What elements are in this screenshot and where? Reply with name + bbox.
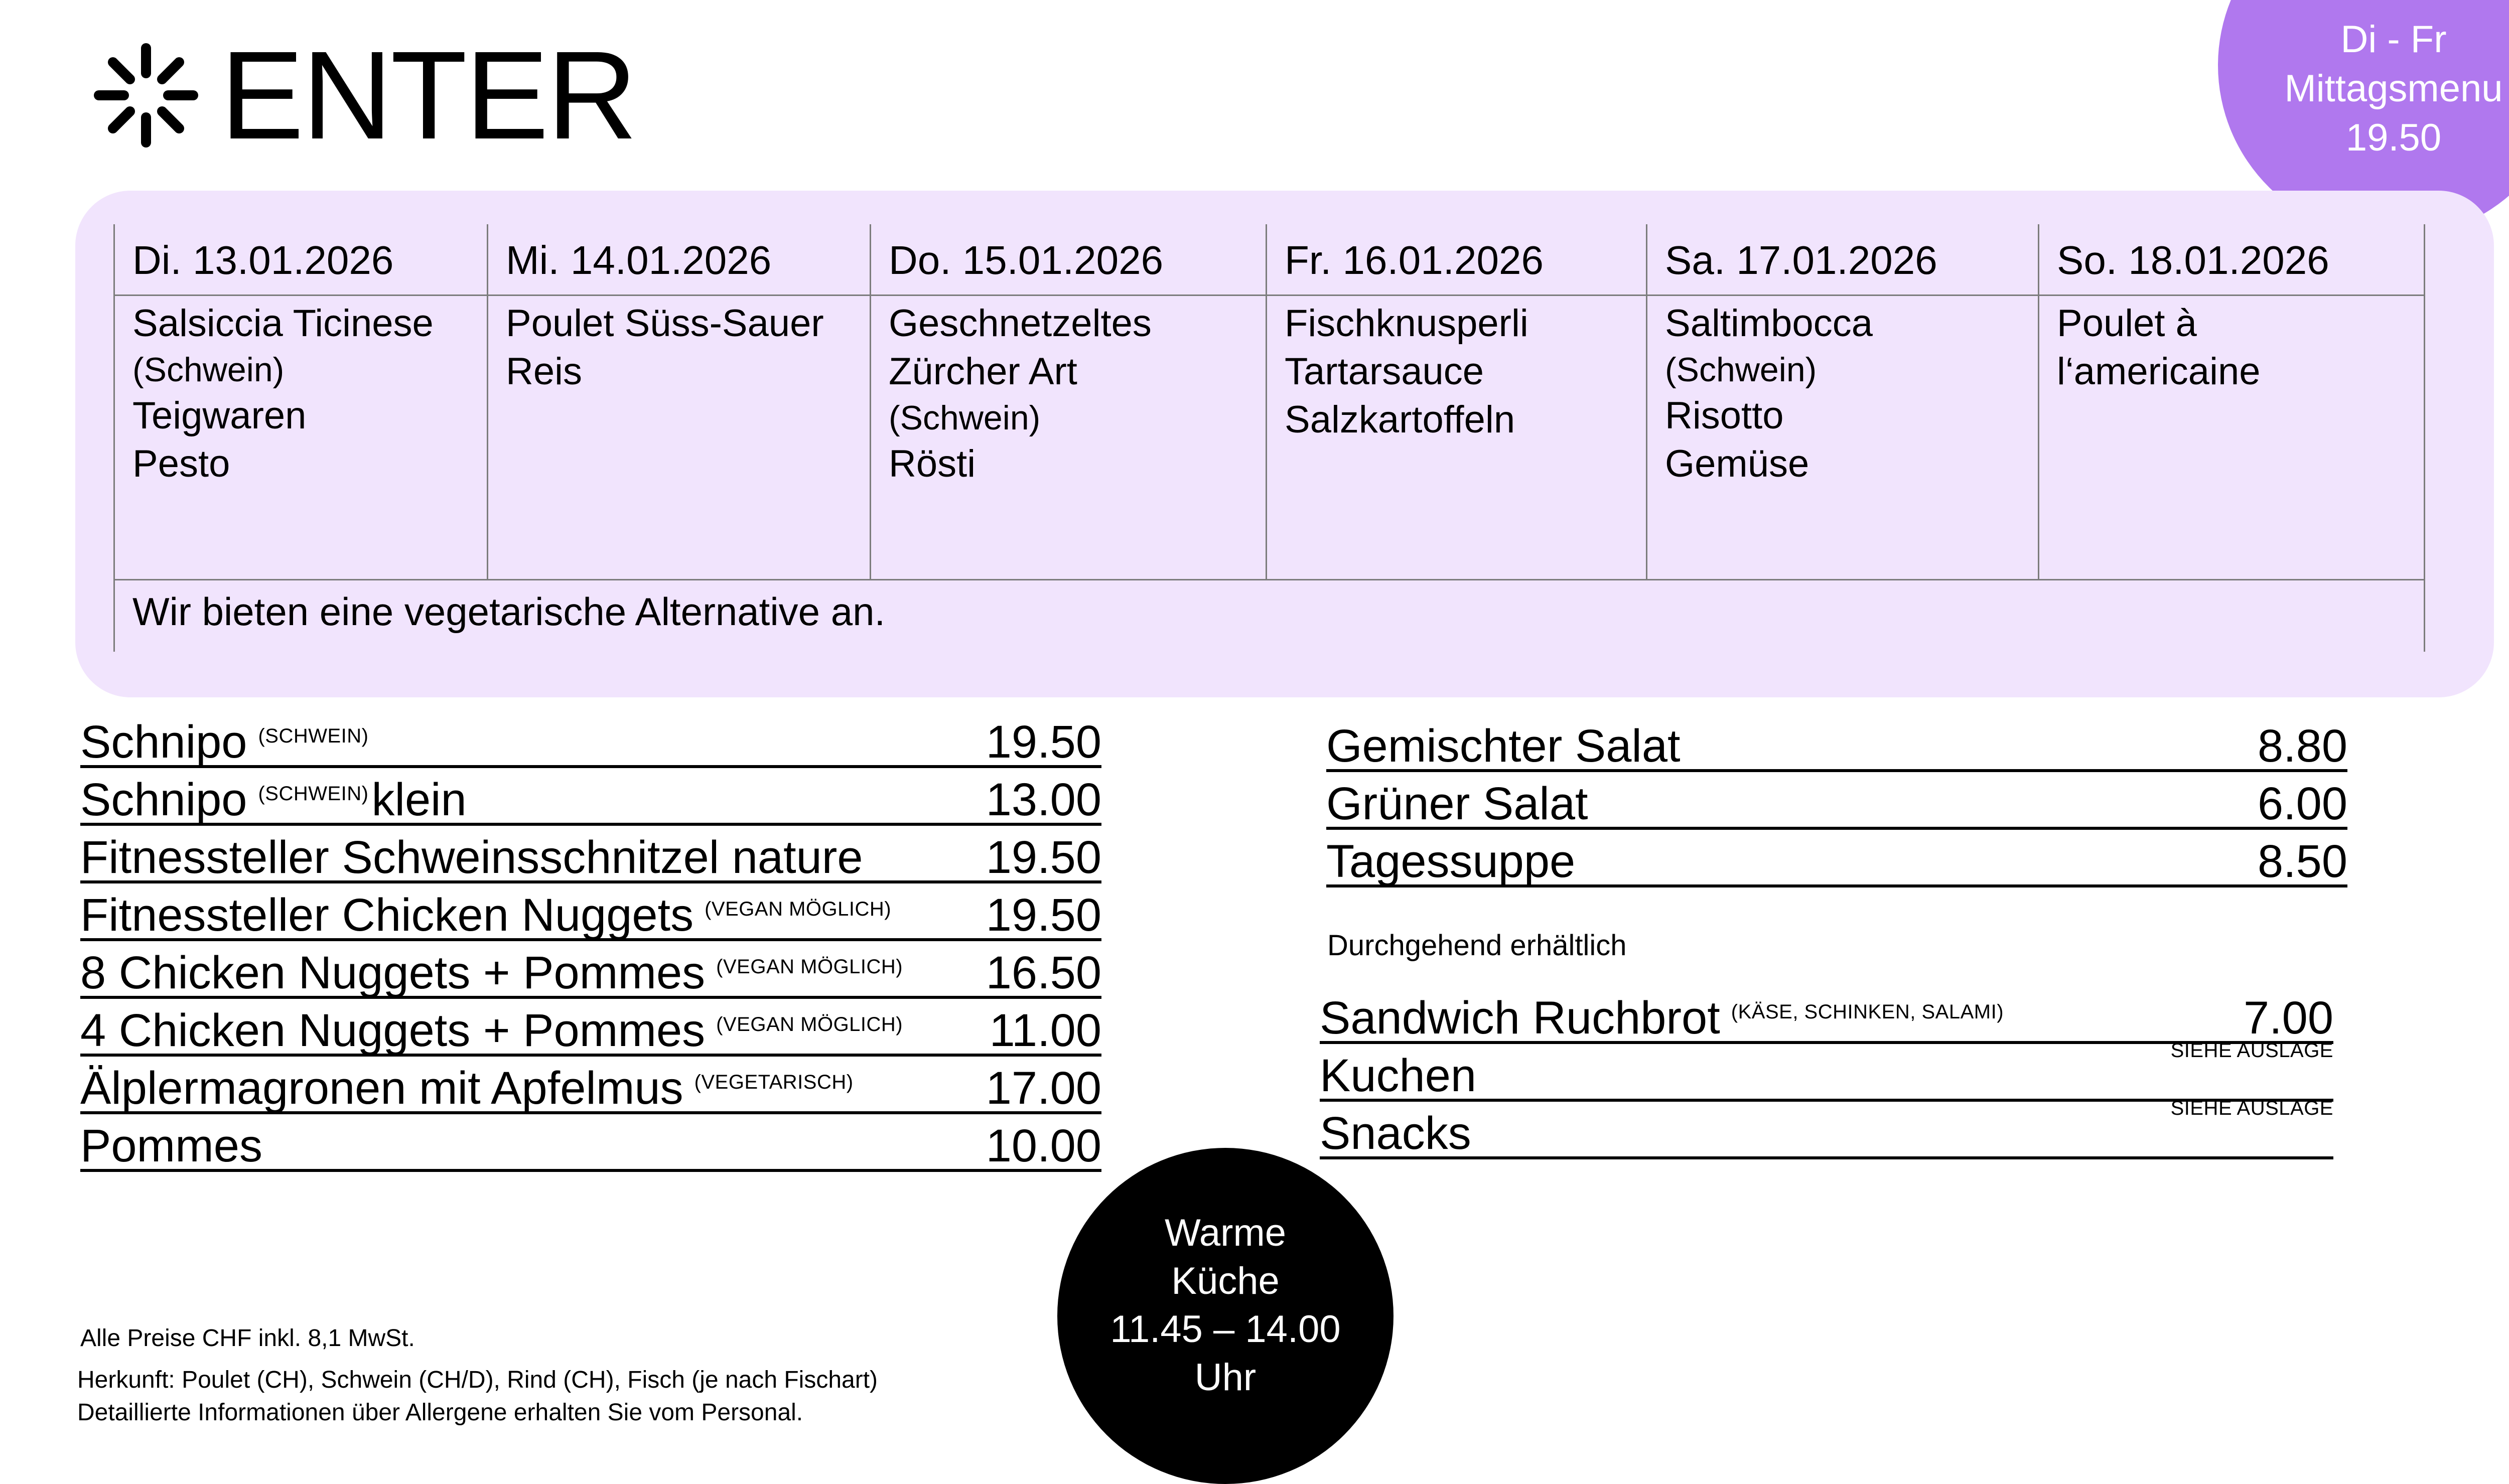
menu-item-title: Gemischter Salat xyxy=(1326,720,1681,772)
menu-item xyxy=(80,880,1101,941)
menu-item-title: 4 Chicken Nuggets + Pommes xyxy=(80,1005,706,1056)
menu-item-name xyxy=(80,1121,262,1171)
menu-item-title: Älplermagronen mit Apfelmus xyxy=(80,1063,683,1114)
day-dish xyxy=(1665,300,1873,488)
menu-item-name xyxy=(1320,993,2007,1043)
menu-item-name xyxy=(1326,836,1575,886)
salads-list xyxy=(1326,711,2347,892)
dish-line: Poulet à xyxy=(2057,302,2197,345)
menu-item-name xyxy=(1326,721,1681,771)
menu-item xyxy=(80,823,1101,883)
menu-item-title: Pommes xyxy=(80,1120,262,1171)
dish-line: Tartarsauce xyxy=(1285,350,1484,393)
prices-note: Alle Preise CHF inkl. 8,1 MwSt. xyxy=(80,1325,415,1352)
grid-header-divider xyxy=(113,294,2425,296)
dish-line: (Schwein) xyxy=(889,399,1041,437)
dish-line: Poulet Süss-Sauer xyxy=(506,302,824,345)
menu-item-name xyxy=(80,1005,906,1056)
dish-line: Salsiccia Ticinese xyxy=(132,302,434,345)
menu-item xyxy=(1320,983,2333,1044)
allergen-note: Detaillierte Informationen über Allergene erhalten Sie vom Personal. xyxy=(77,1399,803,1426)
dish-line: Reis xyxy=(506,350,583,393)
day-date: So. 18.01.2026 xyxy=(2057,238,2329,282)
menu-item-tag: (VEGAN MÖGLICH) xyxy=(716,956,903,978)
menu-item-price: 19.50 xyxy=(986,832,1101,883)
day-date: Sa. 17.01.2026 xyxy=(1665,238,1937,282)
menu-item-title: Fitnessteller Chicken Nuggets xyxy=(80,889,694,941)
grid-right-border xyxy=(2424,224,2425,652)
dish-line: Geschnetzeltes xyxy=(889,302,1152,345)
warm-kitchen-line: Küche xyxy=(1171,1260,1280,1302)
menu-item-title: Schnipo xyxy=(80,774,247,825)
menu-item-name xyxy=(80,775,467,825)
menu-item xyxy=(1320,1099,2333,1159)
vegetarian-note: Wir bieten eine vegetarische Alternative an. xyxy=(132,589,886,634)
menu-item xyxy=(80,1054,1101,1114)
available-all-day-label: Durchgehend erhältlich xyxy=(1327,929,1627,962)
dish-line: l‘americaine xyxy=(2057,350,2261,393)
menu-item-name xyxy=(1326,779,1588,829)
badge-days: Di - Fr xyxy=(2340,18,2447,61)
warm-kitchen-badge xyxy=(1057,1148,1393,1484)
menu-item-name xyxy=(80,717,372,767)
grid-col-divider xyxy=(870,224,871,579)
menu-item-tag: (VEGAN MÖGLICH) xyxy=(716,1013,903,1035)
menu-item xyxy=(80,765,1101,826)
menu-item-tag: (SCHWEIN) xyxy=(258,783,369,805)
menu-item-title: Tagessuppe xyxy=(1326,836,1576,887)
menu-item-title: Schnipo xyxy=(80,716,247,768)
menu-item xyxy=(80,707,1101,768)
menu-item-name xyxy=(1320,1108,1471,1158)
day-dish xyxy=(132,300,434,488)
badge-price: 19.50 xyxy=(2345,116,2442,159)
day-dish xyxy=(506,300,824,396)
menu-item-tag: (VEGETARISCH) xyxy=(694,1071,854,1093)
warm-kitchen-line: Warme xyxy=(1164,1212,1287,1254)
dish-line: (Schwein) xyxy=(132,351,285,389)
dish-line: Gemüse xyxy=(1665,442,1809,485)
dish-line: Rösti xyxy=(889,442,976,485)
main-dishes-list xyxy=(80,707,1101,1169)
menu-item-name xyxy=(1320,1051,1476,1101)
all-day-list xyxy=(1320,983,2340,1164)
menu-item-title: Sandwich Ruchbrot xyxy=(1320,992,1720,1044)
menu-item-price: 19.50 xyxy=(986,889,1101,941)
grid-left-border xyxy=(113,224,115,652)
menu-item-suffix: klein xyxy=(371,774,467,825)
dish-line: Zürcher Art xyxy=(889,350,1077,393)
dish-line: Pesto xyxy=(132,442,230,485)
dish-line: Salzkartoffeln xyxy=(1285,398,1515,441)
menu-item xyxy=(80,996,1101,1057)
menu-item-name xyxy=(80,890,894,940)
menu-item-price: 19.50 xyxy=(986,716,1101,768)
weekly-menu-grid xyxy=(113,224,2425,652)
menu-item xyxy=(1326,769,2347,830)
menu-item xyxy=(1326,711,2347,772)
menu-item-title: Grüner Salat xyxy=(1326,778,1588,829)
menu-item-note: SIEHE AUSLAGE xyxy=(2170,1040,2333,1062)
menu-item xyxy=(80,938,1101,999)
badge-title: Mittagsmenu xyxy=(2284,67,2503,110)
menu-item-tag: (VEGAN MÖGLICH) xyxy=(705,898,892,920)
day-dish xyxy=(889,300,1152,488)
dish-line: Risotto xyxy=(1665,394,1784,437)
menu-item-price: 16.50 xyxy=(986,947,1101,998)
menu-item-price: 8.50 xyxy=(2257,836,2347,887)
dish-line: Teigwaren xyxy=(132,394,307,437)
menu-item-title: Fitnessteller Schweinsschnitzel nature xyxy=(80,832,863,883)
menu-item-price: 7.00 xyxy=(2243,992,2333,1044)
origin-note: Herkunft: Poulet (CH), Schwein (CH/D), Rind (CH), Fisch (je nach Fischart) xyxy=(77,1367,878,1393)
day-dish xyxy=(2057,300,2261,396)
day-date: Di. 13.01.2026 xyxy=(132,238,394,282)
dish-line: (Schwein) xyxy=(1665,351,1817,389)
menu-item-title: Snacks xyxy=(1320,1108,1471,1159)
menu-item xyxy=(80,1111,1101,1172)
menu-item-name xyxy=(80,832,863,882)
menu-item-name xyxy=(80,1063,857,1113)
menu-item-name xyxy=(80,948,906,998)
menu-item-note: SIEHE AUSLAGE xyxy=(2170,1097,2333,1119)
dish-line: Fischknusperli xyxy=(1285,302,1528,345)
grid-col-divider xyxy=(1266,224,1267,579)
menu-item-title: 8 Chicken Nuggets + Pommes xyxy=(80,947,706,998)
day-date: Mi. 14.01.2026 xyxy=(506,238,772,282)
menu-item-title: Kuchen xyxy=(1320,1050,1477,1101)
sunburst-icon xyxy=(92,41,200,150)
grid-body-divider xyxy=(113,579,2425,580)
menu-item xyxy=(1326,827,2347,887)
menu-item-price: 13.00 xyxy=(986,774,1101,825)
warm-kitchen-hours: 11.45 – 14.00 xyxy=(1110,1308,1341,1351)
grid-col-divider xyxy=(2038,224,2039,579)
day-dish xyxy=(1285,300,1528,444)
menu-item-price: 17.00 xyxy=(986,1063,1101,1114)
menu-item-price: 10.00 xyxy=(986,1120,1101,1171)
brand-name: ENTER xyxy=(220,25,636,165)
dish-line: Saltimbocca xyxy=(1665,302,1873,345)
day-date: Do. 15.01.2026 xyxy=(889,238,1164,282)
menu-item xyxy=(1320,1041,2333,1102)
menu-item-price: 11.00 xyxy=(989,1005,1101,1056)
grid-col-divider xyxy=(487,224,488,579)
day-date: Fr. 16.01.2026 xyxy=(1285,238,1544,282)
menu-item-tag: (KÄSE, SCHINKEN, SALAMI) xyxy=(1731,1001,2004,1023)
grid-col-divider xyxy=(1646,224,1647,579)
menu-item-tag: (SCHWEIN) xyxy=(258,725,369,747)
warm-kitchen-line: Uhr xyxy=(1194,1356,1257,1399)
brand-logo xyxy=(92,25,636,165)
menu-item-price: 6.00 xyxy=(2257,778,2347,829)
menu-item-price: 8.80 xyxy=(2257,720,2347,772)
